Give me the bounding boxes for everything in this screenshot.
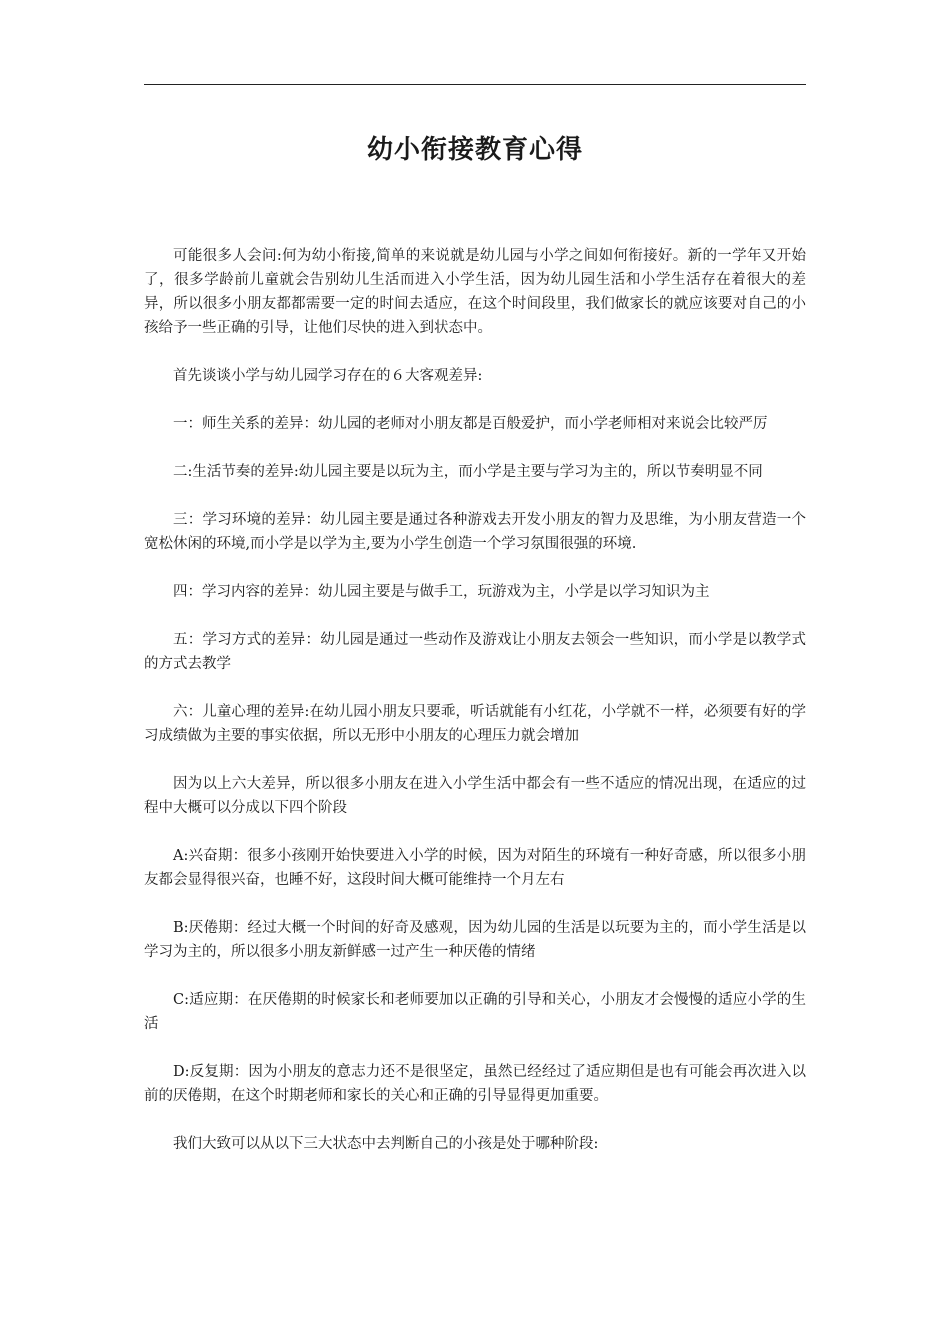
header-rule bbox=[144, 84, 806, 85]
paragraph-difference-4: 四：学习内容的差异：幼儿园主要是与做手工，玩游戏为主，小学是以学习知识为主 bbox=[173, 584, 710, 600]
paragraph-differences-heading: 首先谈谈小学与幼儿园学习存在的６大客观差异: bbox=[173, 368, 483, 384]
paragraph-stage-a: A:兴奋期：很多小孩刚开始快要进入小学的时候，因为对陌生的环境有一种好奇感，所以很多小朋友都会显得很兴奋，也睡不好，这段时间大概可能维持一个月左右 bbox=[144, 848, 806, 888]
paragraph-stage-d: D:反复期：因为小朋友的意志力还不是很坚定，虽然已经经过了适应期但是也有可能会再次进入以前的厌倦期，在这个时期老师和家长的关心和正确的引导显得更加重要。 bbox=[144, 1064, 806, 1104]
paragraph-difference-2: 二:生活节奏的差异:幼儿园主要是以玩为主，而小学是主要与学习为主的，所以节奏明显不同 bbox=[173, 464, 763, 480]
paragraph-difference-3: 三：学习环境的差异：幼儿园主要是通过各种游戏去开发小朋友的智力及思维，为小朋友营造一个宽松休闲的环境,而小学是以学为主,要为小学生创造一个学习氛围很强的环境. bbox=[144, 512, 806, 552]
document-title: 幼小衔接教育心得 bbox=[366, 135, 583, 165]
paragraph-stages-intro: 因为以上六大差异，所以很多小朋友在进入小学生活中都会有一些不适应的情况出现，在适应的过程中大概可以分成以下四个阶段 bbox=[144, 776, 806, 816]
paragraph-closing: 我们大致可以从以下三大状态中去判断自己的小孩是处于哪种阶段: bbox=[173, 1136, 599, 1152]
paragraph-difference-1: 一：师生关系的差异：幼儿园的老师对小朋友都是百般爱护，而小学老师相对来说会比较严厉 bbox=[173, 416, 768, 432]
paragraph-intro: 可能很多人会问:何为幼小衔接,简单的来说就是幼儿园与小学之间如何衔接好。新的一学年又开始了，很多学龄前儿童就会告别幼儿生活而进入小学生活，因为幼儿园生活和小学生活存在着很大的差异，所以很多小朋友都都需要一定的时间去适应，在这个时间段里，我们做家长的就应该要对自己的小孩给予一些正确的引导，让他们尽快的进入到状态中。 bbox=[144, 248, 806, 336]
paragraph-difference-6: 六：儿童心理的差异:在幼儿园小朋友只要乖，听话就能有小红花，小学就不一样，必须要有好的学习成绩做为主要的事实依据，所以无形中小朋友的心理压力就会增加 bbox=[144, 704, 806, 744]
paragraph-stage-c: C:适应期：在厌倦期的时候家长和老师要加以正确的引导和关心，小朋友才会慢慢的适应小学的生活 bbox=[144, 992, 806, 1032]
paragraph-difference-5: 五：学习方式的差异：幼儿园是通过一些动作及游戏让小朋友去领会一些知识，而小学是以教学式的方式去教学 bbox=[144, 632, 806, 672]
document-body bbox=[144, 244, 806, 1180]
paragraph-stage-b: B:厌倦期：经过大概一个时间的好奇及感观，因为幼儿园的生活是以玩要为主的，而小学生活是以学习为主的，所以很多小朋友新鲜感一过产生一种厌倦的情绪 bbox=[144, 920, 806, 960]
